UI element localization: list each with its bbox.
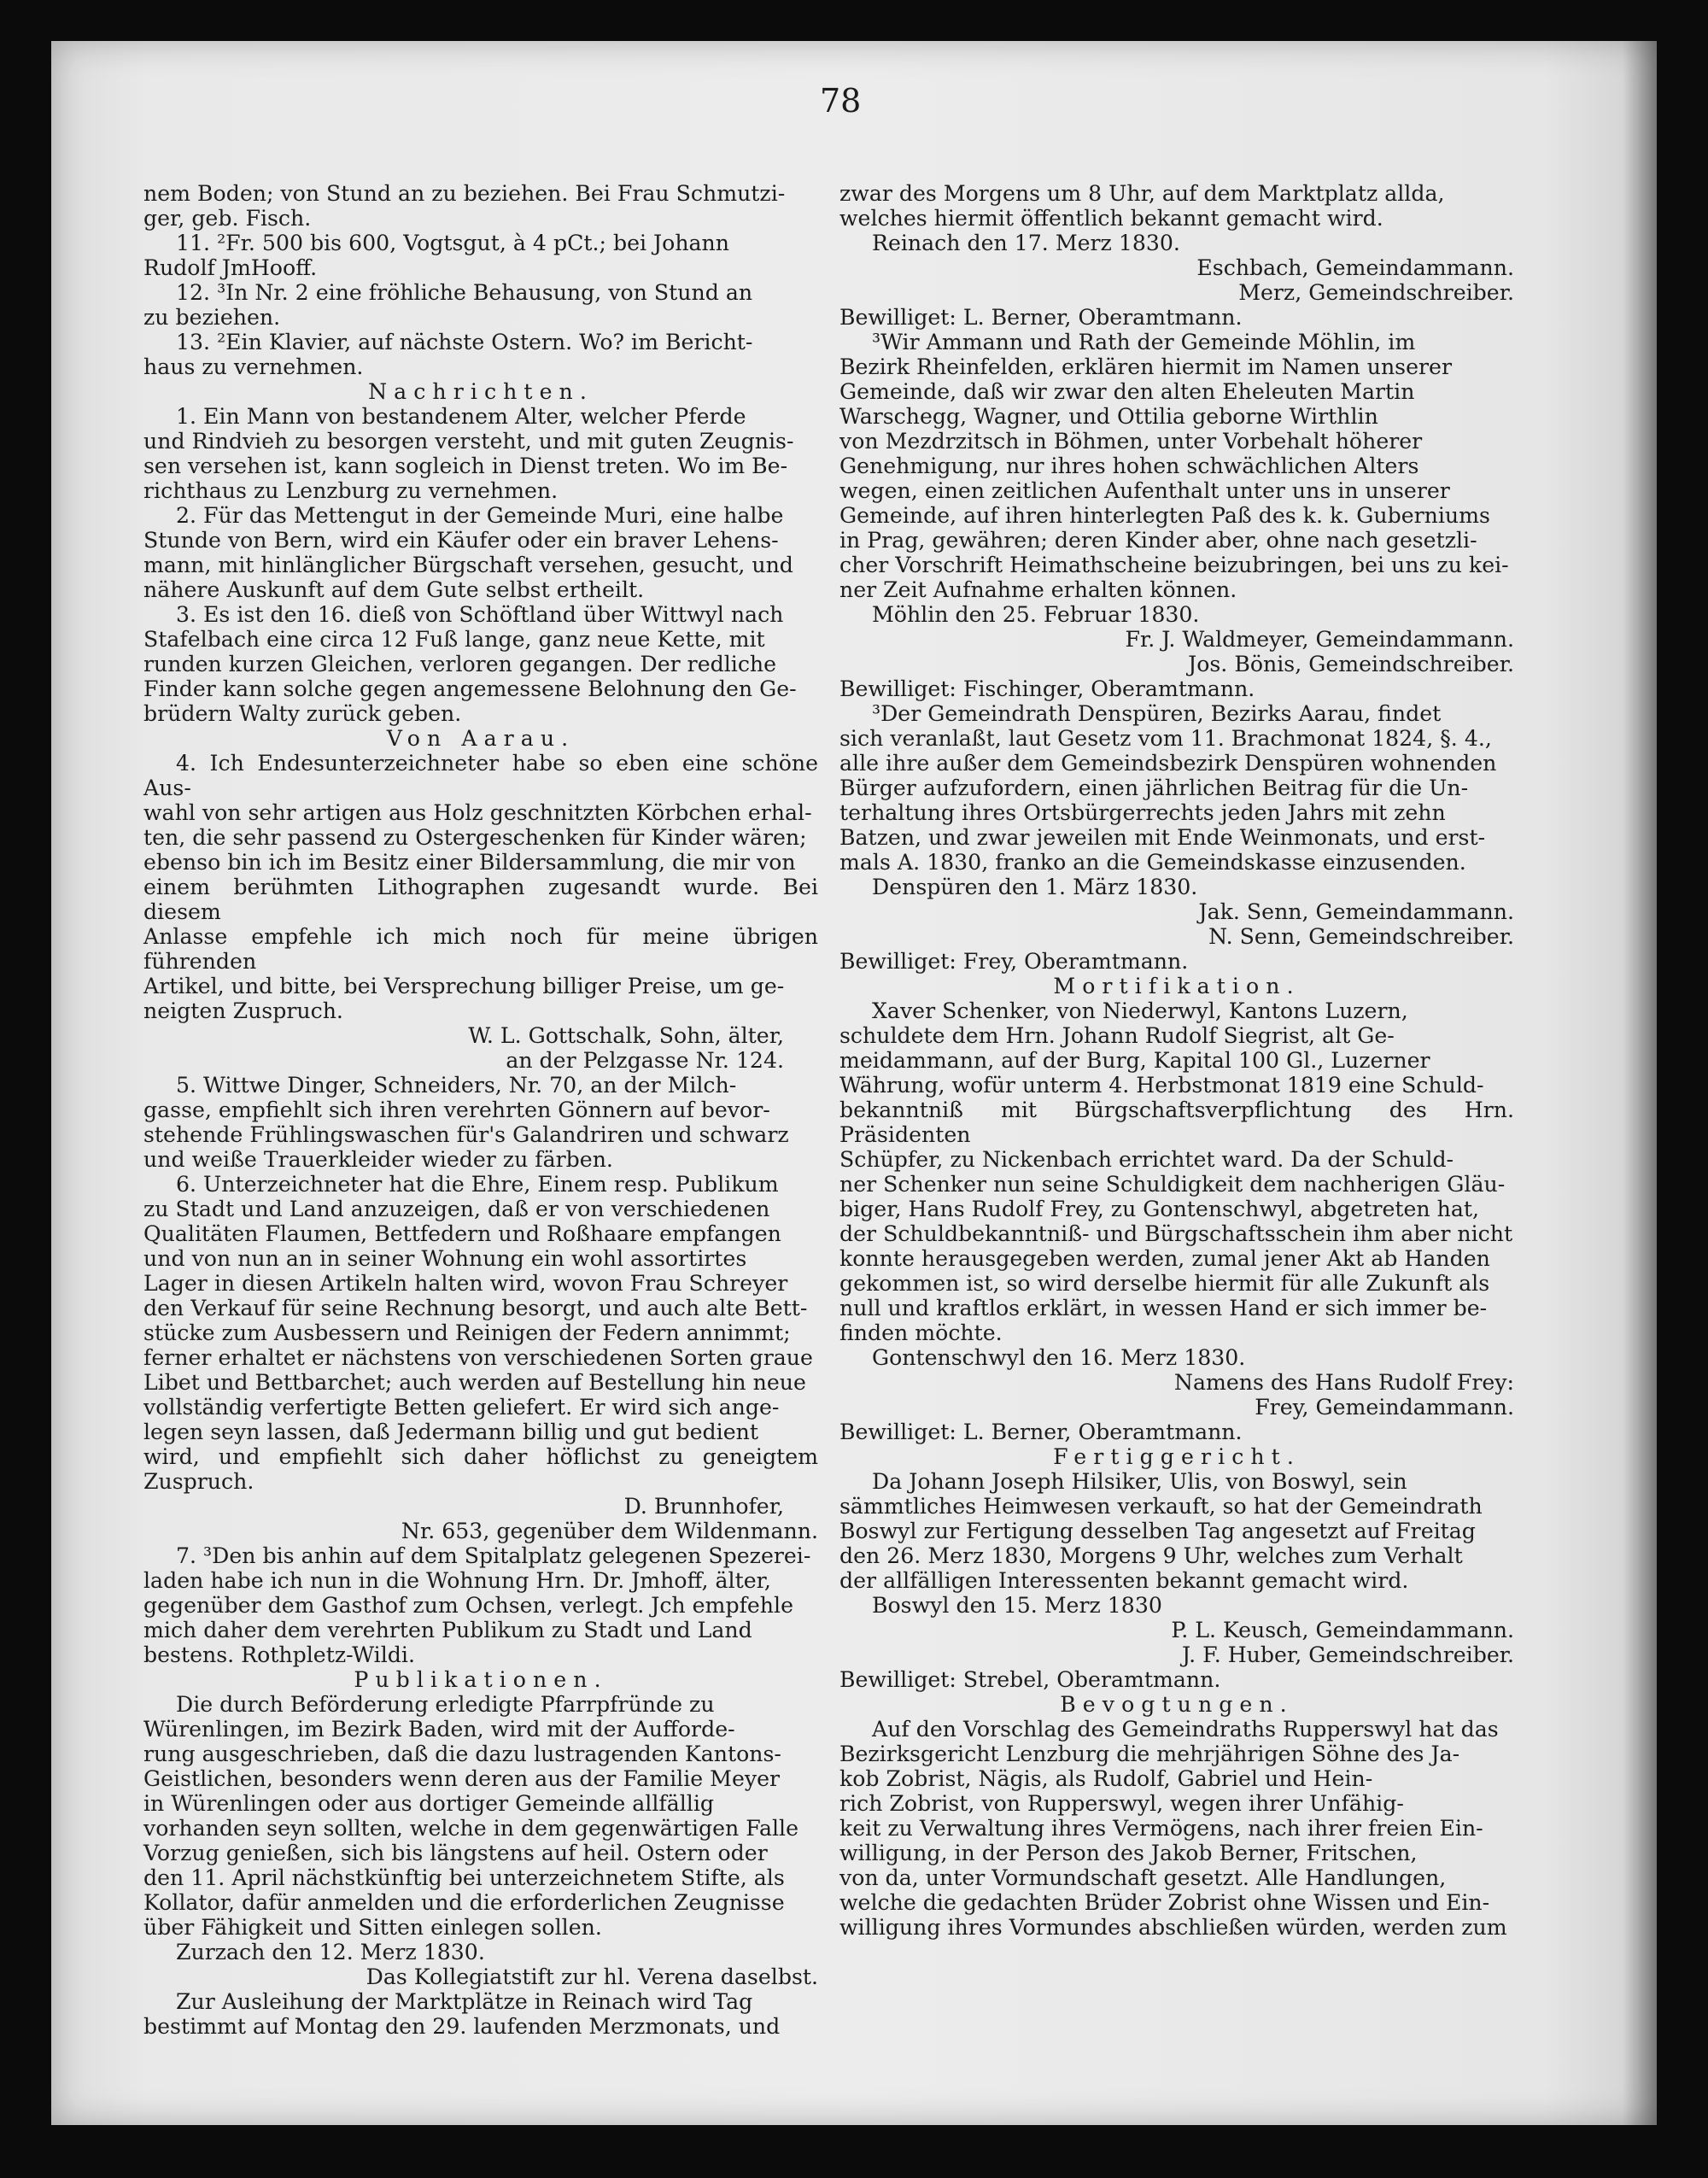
left-column-line: richthaus zu Lenzburg zu vernehmen.	[143, 478, 559, 503]
right-column-line: Währung, wofür unterm 4. Herbstmonat 1819 eine Schuld-	[839, 1073, 1484, 1098]
left-column-line: 2. Für das Mettengut in der Gemeinde Muri, eine halbe	[176, 503, 784, 528]
right-column-line: Bevogtungen.	[1060, 1692, 1294, 1717]
right-column-line: keit zu Verwaltung ihres Vermögens, nach ihrer freien Ein-	[839, 1816, 1483, 1841]
right-column-line: sich veranlaßt, laut Gesetz vom 11. Brachmonat 1824, §. 4.,	[839, 726, 1492, 751]
left-column-line: stehende Frühlingswaschen für's Galandriren und schwarz	[143, 1122, 789, 1147]
right-column-line: Eschbach, Gemeindammann.	[1196, 255, 1514, 280]
left-column-line: legen seyn lassen, daß Jedermann billig und gut bedient	[143, 1420, 758, 1444]
left-column-line: in Würenlingen oder aus dortiger Gemeinde allfällig	[143, 1791, 715, 1816]
right-column-line: P. L. Keusch, Gemeindammann.	[1171, 1618, 1514, 1642]
left-column-line: Stafelbach eine circa 12 Fuß lange, ganz neue Kette, mit	[143, 627, 765, 652]
right-column-line: Da Johann Joseph Hilsiker, Ulis, von Boswyl, sein	[872, 1469, 1407, 1494]
left-column-line: haus zu vernehmen.	[143, 354, 364, 379]
right-column-line: welches hiermit öffentlich bekannt gemacht wird.	[839, 206, 1383, 231]
right-column-line: mals A. 1830, franko an die Gemeindskasse einzusenden.	[839, 850, 1466, 875]
left-column-line: mich daher dem verehrten Publikum zu Stadt und Land	[143, 1618, 752, 1642]
right-column-line: gekommen ist, so wird derselbe hiermit für alle Zukunft als	[839, 1271, 1490, 1296]
left-column-line: 3. Es ist den 16. dieß von Schöftland über Wittwyl nach	[176, 602, 784, 627]
right-column-line: Gontenschwyl den 16. Merz 1830.	[872, 1345, 1246, 1370]
right-column-line: rich Zobrist, von Rupperswyl, wegen ihrer Unfähig-	[839, 1791, 1404, 1816]
left-column-line: Stunde von Bern, wird ein Käufer oder ein braver Lehens-	[143, 528, 779, 553]
left-column-line: Anlasse empfehle ich mich noch für meine übrigen führenden	[143, 924, 818, 974]
right-column-line: Bürger aufzufordern, einen jährlichen Beitrag für die Un-	[839, 776, 1469, 800]
left-column-line: bestens. Rothpletz-Wildi.	[143, 1642, 415, 1667]
right-column-line: schuldete dem Hrn. Johann Rudolf Siegrist, alt Ge-	[839, 1023, 1395, 1048]
right-column-line: Bewilliget: Strebel, Oberamtmann.	[839, 1667, 1221, 1692]
left-column-line: 4. Ich Endesunterzeichneter habe so eben eine schöne Aus-	[143, 751, 818, 800]
left-column-line: ten, die sehr passend zu Ostergeschenken für Kinder wären;	[143, 825, 807, 850]
right-column-line: der Schuldbekanntniß- und Bürgschaftsschein ihm aber nicht	[839, 1221, 1513, 1246]
left-column-line: 1. Ein Mann von bestandenem Alter, welcher Pferde	[176, 404, 746, 429]
left-column	[143, 181, 818, 2039]
right-column-line: bekanntniß mit Bürgschaftsverpflichtung des Hrn. Präsidenten	[839, 1098, 1514, 1147]
left-column-line: Vorzug genießen, sich bis längstens auf heil. Ostern oder	[143, 1841, 768, 1865]
left-column-line: und weiße Trauerkleider wieder zu färben.	[143, 1147, 613, 1172]
right-column-line: ³Der Gemeindrath Denspüren, Bezirks Aarau, findet	[872, 701, 1442, 726]
right-column-line: von da, unter Vormundschaft gesetzt. Alle Handlungen,	[839, 1865, 1447, 1890]
right-column-line: ner Zeit Aufnahme erhalten können.	[839, 577, 1237, 602]
right-column-line: kob Zobrist, Nägis, als Rudolf, Gabriel und Hein-	[839, 1766, 1373, 1791]
right-column-line: der allfälligen Interessenten bekannt gemacht wird.	[839, 1568, 1409, 1593]
right-column-line: Xaver Schenker, von Niederwyl, Kantons Luzern,	[872, 998, 1408, 1023]
left-column-line: nem Boden; von Stund an zu beziehen. Bei Frau Schmutzi-	[143, 181, 786, 206]
right-column-line: Bewilliget: L. Berner, Oberamtmann.	[839, 305, 1243, 330]
left-column-line: vollständig verfertigte Betten geliefert. Er wird sich ange-	[143, 1395, 780, 1420]
left-column-line: und Rindvieh zu besorgen versteht, und mit guten Zeugnis-	[143, 429, 794, 454]
right-column-line: Schüpfer, zu Nickenbach errichtet ward. Da der Schuld-	[839, 1147, 1454, 1172]
left-column-line: neigten Zuspruch.	[143, 998, 343, 1023]
left-column-line: 7. ³Den bis anhin auf dem Spitalplatz gelegenen Spezerei-	[176, 1543, 811, 1568]
left-column-line: Das Kollegiatstift zur hl. Verena daselbst.	[366, 1964, 818, 1989]
left-column-line: brüdern Walty zurück geben.	[143, 701, 462, 726]
right-column-line: willigung, in der Person des Jakob Berner, Fritschen,	[839, 1841, 1418, 1865]
left-column-line: Von Aarau.	[386, 726, 576, 751]
right-column-line: Gemeinde, auf ihren hinterlegten Paß des k. k. Guberniums	[839, 503, 1490, 528]
right-column-line: Warschegg, Wagner, und Ottilia geborne Wirthlin	[839, 404, 1378, 429]
right-column-line: Mortifikation.	[1053, 974, 1301, 998]
right-column-line: Merz, Gemeindschreiber.	[1238, 280, 1514, 305]
left-column-line: wird, und empfiehlt sich daher höflichst zu geneigtem Zuspruch.	[143, 1444, 818, 1494]
right-column-line: sämmtliches Heimwesen verkauft, so hat der Gemeindrath	[839, 1494, 1483, 1519]
page-edge-shadow	[1623, 41, 1657, 2125]
right-column-line: Namens des Hans Rudolf Frey:	[1173, 1370, 1514, 1395]
left-column-line: Publikationen.	[354, 1667, 608, 1692]
right-column-line: Frey, Gemeindammann.	[1255, 1395, 1514, 1420]
right-column-line: Batzen, und zwar jeweilen mit Ende Weinmonats, und erst-	[839, 825, 1486, 850]
right-column	[839, 181, 1514, 1940]
left-column-line: ebenso bin ich im Besitz einer Bildersammlung, die mir von	[143, 850, 796, 875]
left-column-line: nähere Auskunft auf dem Gute selbst ertheilt.	[143, 577, 645, 602]
left-column-line: ger, geb. Fisch.	[143, 206, 312, 231]
left-column-line: Die durch Beförderung erledigte Pfarrpfründe zu	[176, 1692, 715, 1717]
right-column-line: Reinach den 17. Merz 1830.	[872, 231, 1180, 255]
left-column-line: Nachrichten.	[368, 379, 594, 404]
right-column-line: Bewilliget: Fischinger, Oberamtmann.	[839, 676, 1255, 701]
left-column-line: W. L. Gottschalk, Sohn, älter,	[468, 1023, 784, 1048]
right-column-line: Fr. J. Waldmeyer, Gemeindammann.	[1125, 627, 1514, 652]
right-column-line: welche die gedachten Brüder Zobrist ohne Wissen und Ein-	[839, 1890, 1490, 1915]
right-column-line: Jos. Bönis, Gemeindschreiber.	[1188, 652, 1514, 676]
right-column-line: Fertiggericht.	[1053, 1444, 1301, 1469]
right-column-line: Gemeinde, daß wir zwar den alten Eheleuten Martin	[839, 379, 1415, 404]
left-column-line: vorhanden seyn sollten, welche in dem gegenwärtigen Falle	[143, 1816, 799, 1841]
right-column-line: Auf den Vorschlag des Gemeindraths Rupperswyl hat das	[872, 1717, 1499, 1742]
left-column-line: Finder kann solche gegen angemessene Belohnung den Ge-	[143, 676, 797, 701]
right-column-line: Boswyl den 15. Merz 1830	[872, 1593, 1162, 1618]
left-column-line: Nr. 653, gegenüber dem Wildenmann.	[401, 1519, 818, 1543]
right-column-line: Denspüren den 1. März 1830.	[872, 875, 1198, 899]
left-column-line: Würenlingen, im Bezirk Baden, wird mit der Aufforde-	[143, 1717, 735, 1742]
left-column-line: den 11. April nächstkünftig bei unterzeichnetem Stifte, als	[143, 1865, 785, 1890]
right-column-line: von Mezdrzitsch in Böhmen, unter Vorbehalt höherer	[839, 429, 1423, 454]
left-column-line: Libet und Bettbarchet; auch werden auf Bestellung hin neue	[143, 1370, 806, 1395]
right-column-line: Genehmigung, nur ihres hohen schwächlichen Alters	[839, 454, 1419, 478]
left-column-line: 5. Wittwe Dinger, Schneiders, Nr. 70, an der Milch-	[176, 1073, 737, 1098]
right-column-line: biger, Hans Rudolf Frey, zu Gontenschwyl, abgetreten hat,	[839, 1197, 1480, 1221]
right-column-line: zwar des Morgens um 8 Uhr, auf dem Marktplatz allda,	[839, 181, 1445, 206]
left-column-line: mann, mit hinlänglicher Bürgschaft versehen, gesucht, und	[143, 553, 793, 577]
left-column-line: gasse, empfiehlt sich ihren verehrten Gönnern auf bevor-	[143, 1098, 770, 1122]
left-column-line: Qualitäten Flaumen, Bettfedern und Roßhaare empfangen	[143, 1221, 781, 1246]
right-column-line: Jak. Senn, Gemeindammann.	[1198, 899, 1514, 924]
right-column-line: Bewilliget: Frey, Oberamtmann.	[839, 949, 1189, 974]
left-column-line: an der Pelzgasse Nr. 124.	[506, 1048, 784, 1073]
left-column-line: zu beziehen.	[143, 305, 281, 330]
right-column-line: ³Wir Ammann und Rath der Gemeinde Möhlin, im	[872, 330, 1416, 354]
left-column-line: 11. ²Fr. 500 bis 600, Vogtsgut, à 4 pCt.; bei Johann	[176, 231, 729, 255]
left-column-line: wahl von sehr artigen aus Holz geschnitzten Körbchen erhal-	[143, 800, 812, 825]
right-column-line: ner Schenker nun seine Schuldigkeit dem nachherigen Gläu-	[839, 1172, 1506, 1197]
left-column-line: zu Stadt und Land anzuzeigen, daß er von verschiedenen	[143, 1197, 770, 1221]
left-column-line: einem berühmten Lithographen zugesandt wurde. Bei diesem	[143, 875, 818, 924]
left-column-line: 13. ²Ein Klavier, auf nächste Ostern. Wo? im Bericht-	[176, 330, 753, 354]
left-column-line: 6. Unterzeichneter hat die Ehre, Einem resp. Publikum	[176, 1172, 779, 1197]
left-column-line: rung ausgeschrieben, daß die dazu lustragenden Kantons-	[143, 1742, 781, 1766]
right-column-line: Boswyl zur Fertigung desselben Tag angesetzt auf Freitag	[839, 1519, 1476, 1543]
left-column-line: Zur Ausleihung der Marktplätze in Reinach wird Tag	[176, 1989, 753, 2014]
right-column-line: null und kraftlos erklärt, in wessen Hand er sich immer be-	[839, 1296, 1488, 1320]
right-column-line: den 26. Merz 1830, Morgens 9 Uhr, welches zum Verhalt	[839, 1543, 1463, 1568]
right-column-line: terhaltung ihres Ortsbürgerrechts jeden Jahrs mit zehn	[839, 800, 1446, 825]
left-column-line: Artikel, und bitte, bei Versprechung billiger Preise, um ge-	[143, 974, 785, 998]
right-column-line: willigung ihres Vormundes abschließen würden, werden zum	[839, 1915, 1507, 1940]
left-column-line: Rudolf JmHooff.	[143, 255, 318, 280]
right-column-line: meidammann, auf der Burg, Kapital 100 Gl., Luzerner	[839, 1048, 1430, 1073]
left-column-line: Lager in diesen Artikeln halten wird, wovon Frau Schreyer	[143, 1271, 788, 1296]
left-column-line: 12. ³In Nr. 2 eine fröhliche Behausung, von Stund an	[176, 280, 753, 305]
right-column-line: N. Senn, Gemeindschreiber.	[1208, 924, 1514, 949]
right-column-line: Bewilliget: L. Berner, Oberamtmann.	[839, 1420, 1243, 1444]
right-column-line: wegen, einen zeitlichen Aufenthalt unter uns in unserer	[839, 478, 1450, 503]
right-column-line: alle ihre außer dem Gemeindsbezirk Denspüren wohnenden	[839, 751, 1497, 776]
left-column-line: den Verkauf für seine Rechnung besorgt, und auch alte Bett-	[143, 1296, 808, 1320]
right-column-line: cher Vorschrift Heimathscheine beizubringen, bei uns zu kei-	[839, 553, 1509, 577]
right-column-line: Bezirksgericht Lenzburg die mehrjährigen Söhne des Ja-	[839, 1742, 1460, 1766]
left-column-line: ferner erhaltet er nächstens von verschiedenen Sorten graue	[143, 1345, 813, 1370]
left-column-line: stücke zum Ausbessern und Reinigen der Federn annimmt;	[143, 1320, 791, 1345]
left-column-line: sen versehen ist, kann sogleich in Dienst treten. Wo im Be-	[143, 454, 788, 478]
left-column-line: gegenüber dem Gasthof zum Ochsen, verlegt. Jch empfehle	[143, 1593, 793, 1618]
left-column-line: und von nun an in seiner Wohnung ein wohl assortirtes	[143, 1246, 747, 1271]
left-column-line: Zurzach den 12. Merz 1830.	[176, 1940, 485, 1964]
right-column-line: Bezirk Rheinfelden, erklären hiermit im Namen unserer	[839, 354, 1452, 379]
right-column-line: Möhlin den 25. Februar 1830.	[872, 602, 1200, 627]
left-column-line: D. Brunnhofer,	[623, 1494, 784, 1519]
right-column-line: konnte herausgegeben werden, zumal jener Akt ab Handen	[839, 1246, 1490, 1271]
right-column-line: in Prag, gewähren; deren Kinder aber, ohne nach gesetzli-	[839, 528, 1477, 553]
left-column-line: Kollator, dafür anmelden und die erforderlichen Zeugnisse	[143, 1890, 785, 1915]
right-column-line: J. F. Huber, Gemeindschreiber.	[1182, 1642, 1514, 1667]
right-column-line: finden möchte.	[839, 1320, 1003, 1345]
left-column-line: runden kurzen Gleichen, verloren gegangen. Der redliche	[143, 652, 777, 676]
left-column-line: bestimmt auf Montag den 29. laufenden Merzmonats, und	[143, 2014, 781, 2039]
page-number: 78	[820, 82, 862, 120]
left-column-line: über Fähigkeit und Sitten einlegen sollen.	[143, 1915, 602, 1940]
left-column-line: Geistlichen, besonders wenn deren aus der Familie Meyer	[143, 1766, 781, 1791]
left-column-line: laden habe ich nun in die Wohnung Hrn. Dr. Jmhoff, älter,	[143, 1568, 771, 1593]
